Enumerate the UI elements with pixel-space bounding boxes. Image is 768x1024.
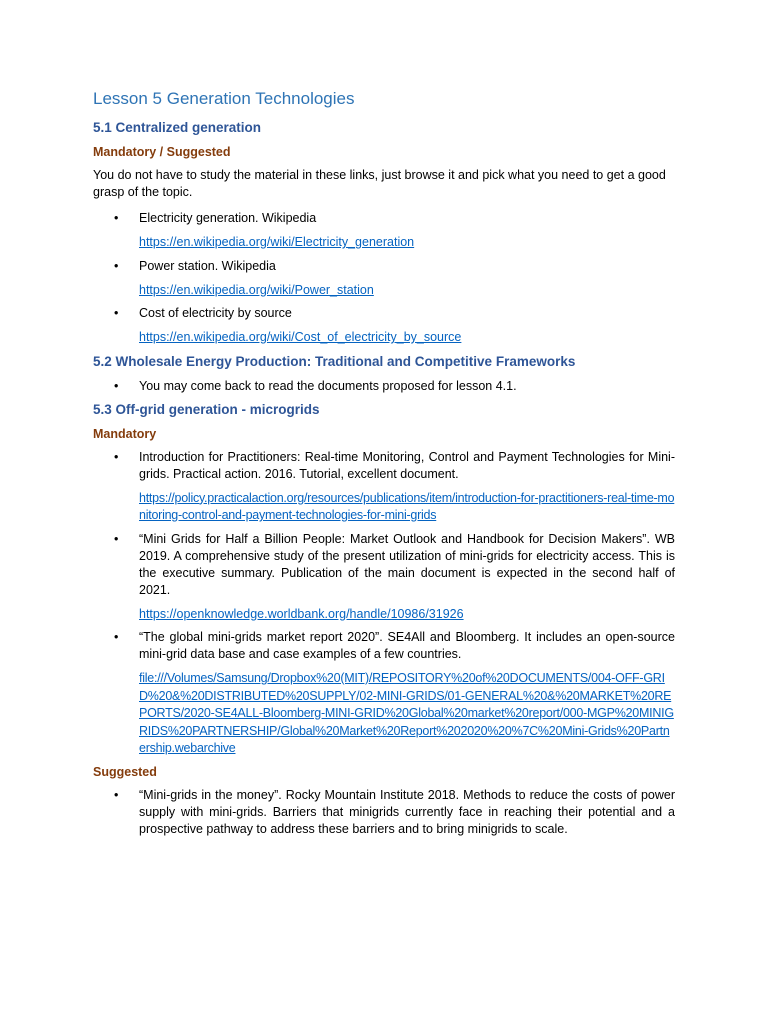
link-practical-action[interactable]: https://policy.practicalaction.org/resources/publications/item/introduction-for-practitioners-real-time-monitoring-control-and-payment-technologies-for-mini-grids <box>139 490 675 522</box>
item-text: “The global mini-grids market report 2020”. SE4All and Bloomberg. It includes an open-source mini-grid data base and case examples of a few countries. <box>139 630 675 661</box>
section-5-1-label: Mandatory / Suggested <box>93 145 231 159</box>
link-electricity-generation[interactable]: https://en.wikipedia.org/wiki/Electricity_generation <box>139 235 415 249</box>
section-5-1-heading: 5.1 Centralized generation <box>93 120 262 135</box>
list-item <box>93 378 675 395</box>
section-5-2-heading: 5.2 Wholesale Energy Production: Traditional and Competitive Frameworks <box>93 353 576 369</box>
bullet-icon: • <box>114 531 119 546</box>
section-5-1-intro: You do not have to study the material in these links, just browse it and pick what you need to get a good grasp of the topic. <box>93 168 666 199</box>
bullet-icon: • <box>114 787 119 802</box>
list-item <box>93 787 675 838</box>
item-text: Introduction for Practitioners: Real-time Monitoring, Control and Payment Technologies for Mini-grids. Practical action. 2016. Tutorial, excellent document. <box>139 449 675 481</box>
document-content <box>93 88 675 844</box>
bullet-icon: • <box>114 449 119 464</box>
list-item <box>93 531 675 624</box>
item-text: You may come back to read the documents proposed for lesson 4.1. <box>139 378 517 393</box>
link-cost-of-electricity[interactable]: https://en.wikipedia.org/wiki/Cost_of_electricity_by_source <box>139 330 462 344</box>
bullet-icon: • <box>114 630 119 644</box>
list-item <box>93 305 675 347</box>
lesson-title: Lesson 5 Generation Technologies <box>93 89 355 108</box>
bullet-icon: • <box>114 378 119 393</box>
item-text: Power station. Wikipedia <box>139 258 276 273</box>
link-mini-grids-report[interactable]: file:///Volumes/Samsung/Dropbox%20(MIT)/REPOSITORY%20of%20DOCUMENTS/004-OFF-GRID%20&%20DISTRIBUTED%20SUPPLY/02-MINI-GRIDS/01-GENERAL%20&%20MARKET%20REPORTS/2020-SE4ALL-Bloomberg-MINI-GRID%20Global%20market%20report/000-MGP%20MINIGRIDS%20PARTNERSHIP/Global%20Market%20Report%202020%20%7C%20Mini-Grids%20Partnership.webarchive <box>139 671 674 755</box>
section-5-2-list <box>93 378 675 395</box>
list-item <box>93 210 675 252</box>
list-item <box>93 629 675 758</box>
item-text: “Mini-grids in the money”. Rocky Mountain Institute 2018. Methods to reduce the costs of power supply with mini-grids. Barriers that minigrids currently face in reaching their potential and a prospective pathway to address these barriers and to bring minigrids to scale. <box>139 787 675 836</box>
suggested-label: Suggested <box>93 764 157 779</box>
link-power-station[interactable]: https://en.wikipedia.org/wiki/Power_station <box>139 282 374 297</box>
link-world-bank[interactable]: https://openknowledge.worldbank.org/handle/10986/31926 <box>139 606 464 621</box>
item-text: Cost of electricity by source <box>139 306 292 320</box>
mandatory-list <box>93 449 675 758</box>
bullet-icon: • <box>114 258 119 273</box>
mandatory-label: Mandatory <box>93 426 157 441</box>
item-text: “Mini Grids for Half a Billion People: Market Outlook and Handbook for Decision Makers”. WB 2019. A comprehensive study of the present utilization of mini-grids for electricity access. This is the executive summary. Publication of the main document is expected in the second half of 2021. <box>139 531 675 597</box>
list-item <box>93 449 675 525</box>
item-text: Electricity generation. Wikipedia <box>139 211 317 225</box>
suggested-list <box>93 787 675 838</box>
bullet-icon: • <box>114 306 119 320</box>
section-5-1-list <box>93 210 675 347</box>
list-item <box>93 258 675 300</box>
bullet-icon: • <box>114 211 119 225</box>
section-5-3-heading: 5.3 Off-grid generation - microgrids <box>93 401 320 417</box>
